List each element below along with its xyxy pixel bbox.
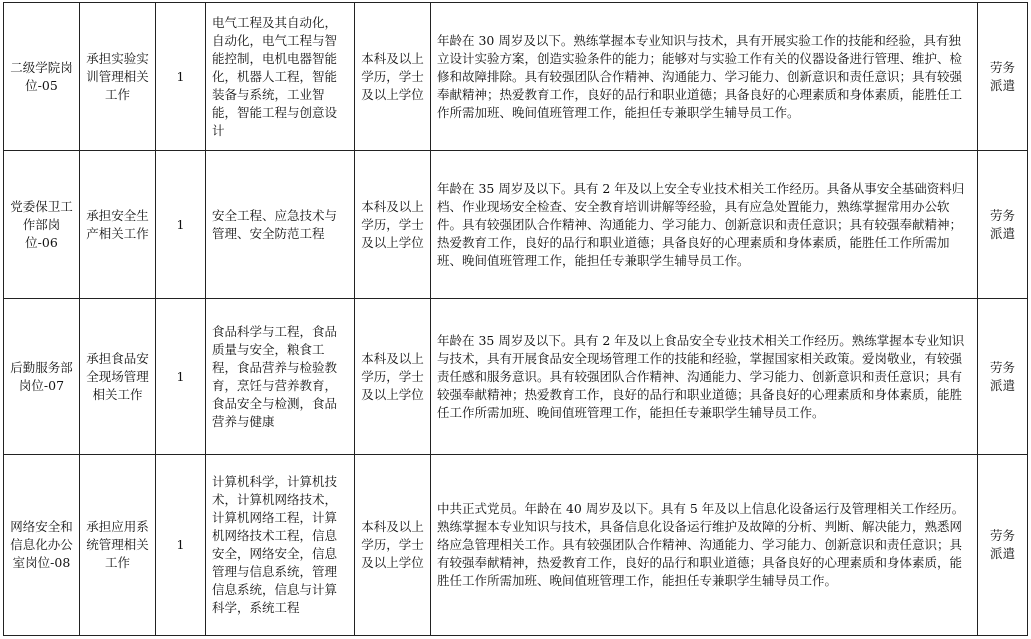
- headcount-cell: 1: [156, 299, 206, 455]
- job-positions-table: [3, 2, 1028, 636]
- post-name-cell: 二级学院岗位-05: [4, 3, 80, 151]
- employment-type-cell: 劳务派遣: [978, 3, 1028, 151]
- requirements-cell: 年龄在 30 周岁及以下。熟练掌握本专业知识与技术，具有开展实验工作的技能和经验，具有独立设计实验方案，创造实验条件的能力；能够对与实验工作有关的仪器设备进行管理、维护、检修和故障排除。具有较强团队合作精神、沟通能力、学习能力、创新意识和责任意识；具有较强奉献精神；热爱教育工作，良好的品行和职业道德；具备良好的心理素质和身体素质，能胜任工作所需加班、晚间值班管理工作，能担任专兼职学生辅导员工作。: [431, 3, 978, 151]
- employment-type-cell: 劳务派遣: [978, 455, 1028, 636]
- table-row: [4, 299, 1028, 455]
- requirements-cell: 年龄在 35 周岁及以下。具有 2 年及以上食品安全专业技术相关工作经历。熟练掌握本专业知识与技术，具有开展食品安全现场管理工作的技能和经验，掌握国家相关政策。爱岗敬业，有较强责任感和服务意识。具有较强团队合作精神、沟通能力、学习能力、创新意识和责任意识；具有较强奉献精神；热爱教育工作，良好的品行和职业道德；具备良好的心理素质和身体素质，能胜任工作所需加班、晚间值班管理工作，能担任专兼职学生辅导员工作。: [431, 299, 978, 455]
- major-cell: 电气工程及其自动化，自动化，电气工程与智能控制，电机电器智能化，机器人工程，智能装备与系统，工业智能，智能工程与创意设计: [206, 3, 355, 151]
- education-cell: 本科及以上学历，学士及以上学位: [355, 299, 431, 455]
- requirements-cell: 年龄在 35 周岁及以下。具有 2 年及以上安全专业技术相关工作经历。具备从事安全基础资料归档、作业现场安全检查、安全教育培训讲解等经验，具有应急处置能力，熟练掌握常用办公软件。具有较强团队合作精神、沟通能力、学习能力、创新意识和责任意识；具有较强奉献精神；热爱教育工作，良好的品行和职业道德；具备良好的心理素质和身体素质，能胜任工作所需加班、晚间值班管理工作，能担任专兼职学生辅导员工作。: [431, 151, 978, 299]
- education-cell: 本科及以上学历，学士及以上学位: [355, 3, 431, 151]
- education-cell: 本科及以上学历，学士及以上学位: [355, 151, 431, 299]
- table-row: [4, 151, 1028, 299]
- headcount-cell: 1: [156, 455, 206, 636]
- headcount-cell: 1: [156, 3, 206, 151]
- education-cell: 本科及以上学历，学士及以上学位: [355, 455, 431, 636]
- table-row: [4, 455, 1028, 636]
- employment-type-cell: 劳务派遣: [978, 151, 1028, 299]
- major-cell: 计算机科学，计算机技术，计算机网络技术，计算机网络工程，计算机网络技术工程，信息安全，网络安全，信息管理与信息系统，管理信息系统，信息与计算科学，系统工程: [206, 455, 355, 636]
- post-name-cell: 网络安全和信息化办公室岗位-08: [4, 455, 80, 636]
- post-name-cell: 后勤服务部岗位-07: [4, 299, 80, 455]
- duty-cell: 承担应用系统管理相关工作: [80, 455, 156, 636]
- employment-type-cell: 劳务派遣: [978, 299, 1028, 455]
- duty-cell: 承担安全生产相关工作: [80, 151, 156, 299]
- major-cell: 食品科学与工程，食品质量与安全，粮食工程，食品营养与检验教育，烹饪与营养教育，食品安全与检测，食品营养与健康: [206, 299, 355, 455]
- post-name-cell: 党委保卫工作部岗位-06: [4, 151, 80, 299]
- major-cell: 安全工程、应急技术与管理、安全防范工程: [206, 151, 355, 299]
- requirements-cell: 中共正式党员。年龄在 40 周岁及以下。具有 5 年及以上信息化设备运行及管理相关工作经历。熟练掌握本专业知识与技术，具备信息化设备运行维护及故障的分析、判断、解决能力，熟悉网络应急管理相关工作。具有较强团队合作精神、沟通能力、学习能力、创新意识和责任意识；具有较强奉献精神，热爱教育工作，良好的品行和职业道德；具备良好的心理素质和身体素质，能胜任工作所需加班、晚间值班管理工作，能担任专兼职学生辅导员工作。: [431, 455, 978, 636]
- headcount-cell: 1: [156, 151, 206, 299]
- duty-cell: 承担实验实训管理相关工作: [80, 3, 156, 151]
- table-row: [4, 3, 1028, 151]
- duty-cell: 承担食品安全现场管理相关工作: [80, 299, 156, 455]
